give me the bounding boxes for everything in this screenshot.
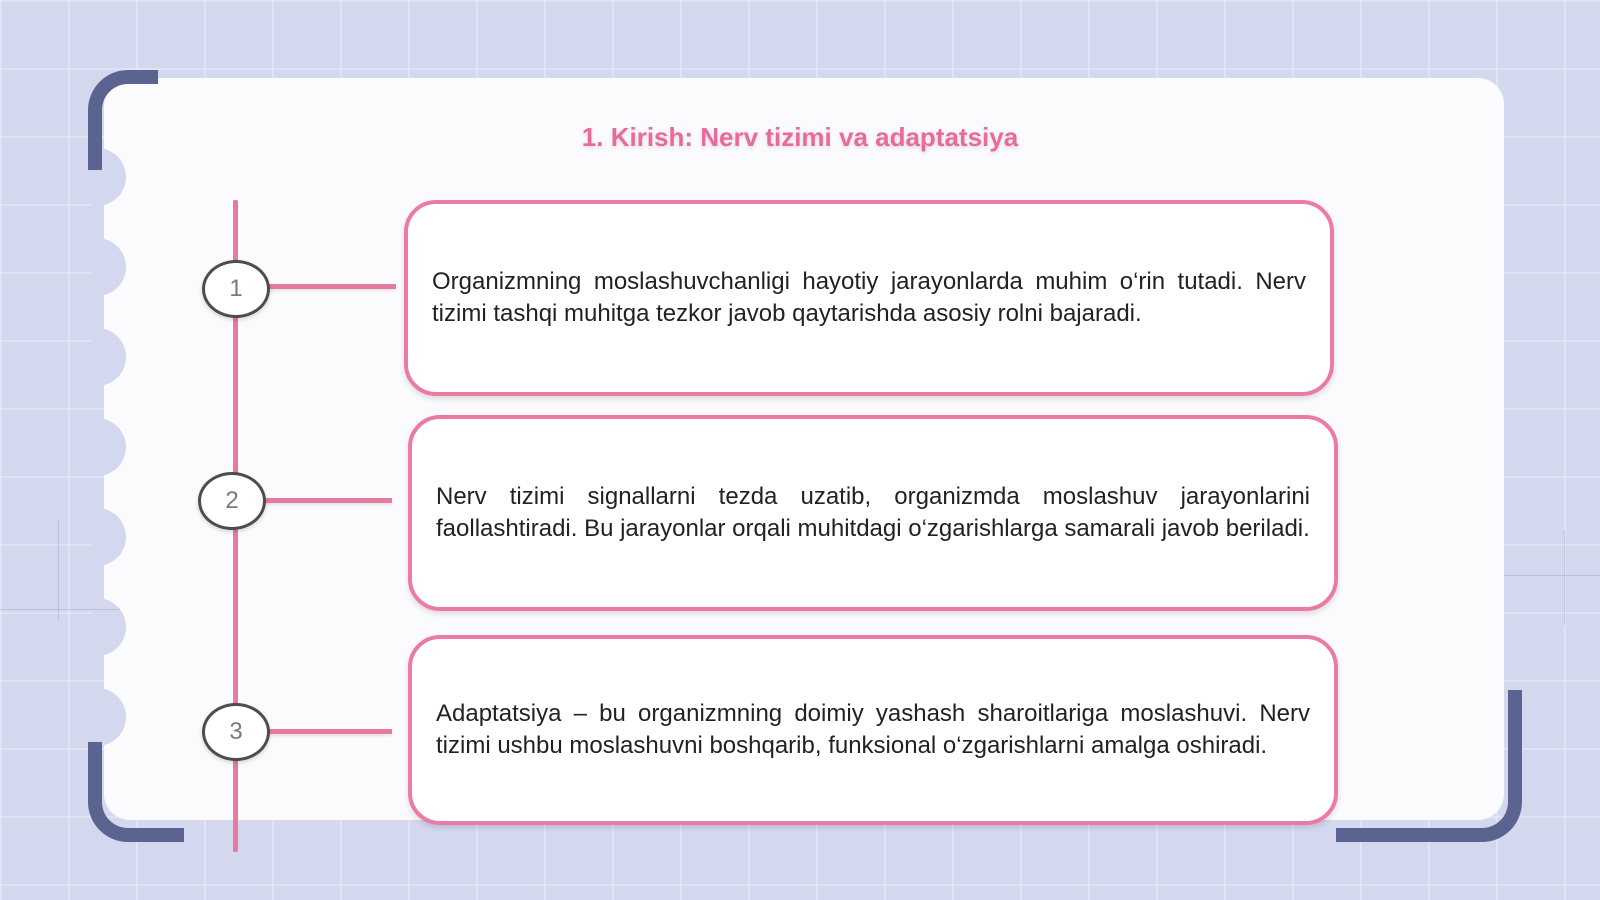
timeline-connector xyxy=(268,729,392,734)
slide-title: 1. Kirish: Nerv tizimi va adaptatsiya xyxy=(581,122,1019,152)
step-text: Organizmning moslashuvchanligi hayotiy jarayonlarda muhim o‘rin tutadi. Nerv tizimi tashqi muhitga tezkor javob qaytarishda asosiy rolni bajaradi. xyxy=(432,268,1306,327)
step-number-badge: 2 xyxy=(198,472,266,530)
timeline-connector xyxy=(264,498,392,503)
grid-crosshair xyxy=(58,520,59,620)
timeline-connector xyxy=(268,284,396,289)
frame-corner-top-left xyxy=(88,70,158,170)
frame-corner-bottom-left xyxy=(88,742,184,842)
step-text: Adaptatsiya – bu organizmning doimiy yashash sharoitlariga moslashuvi. Nerv tizimi ushbu moslashuvni boshqarib, funksional o‘zgarishlarni amalga oshiradi. xyxy=(436,700,1310,759)
step-card xyxy=(404,200,1334,396)
step-number-badge: 3 xyxy=(202,703,270,761)
step-text: Nerv tizimi signallarni tezda uzatib, organizmda moslashuv jarayonlarini faollashtiradi. Bu jarayonlar orqali muhitdagi o‘zgarishlarga samarali javob beriladi. xyxy=(436,483,1310,542)
step-card xyxy=(408,415,1338,611)
grid-crosshair xyxy=(1564,530,1565,625)
step-card xyxy=(408,635,1338,825)
grid-crosshair xyxy=(0,609,120,610)
step-number-badge: 1 xyxy=(202,260,270,318)
grid-crosshair xyxy=(1504,575,1600,576)
frame-corner-bottom-right xyxy=(1336,690,1522,842)
